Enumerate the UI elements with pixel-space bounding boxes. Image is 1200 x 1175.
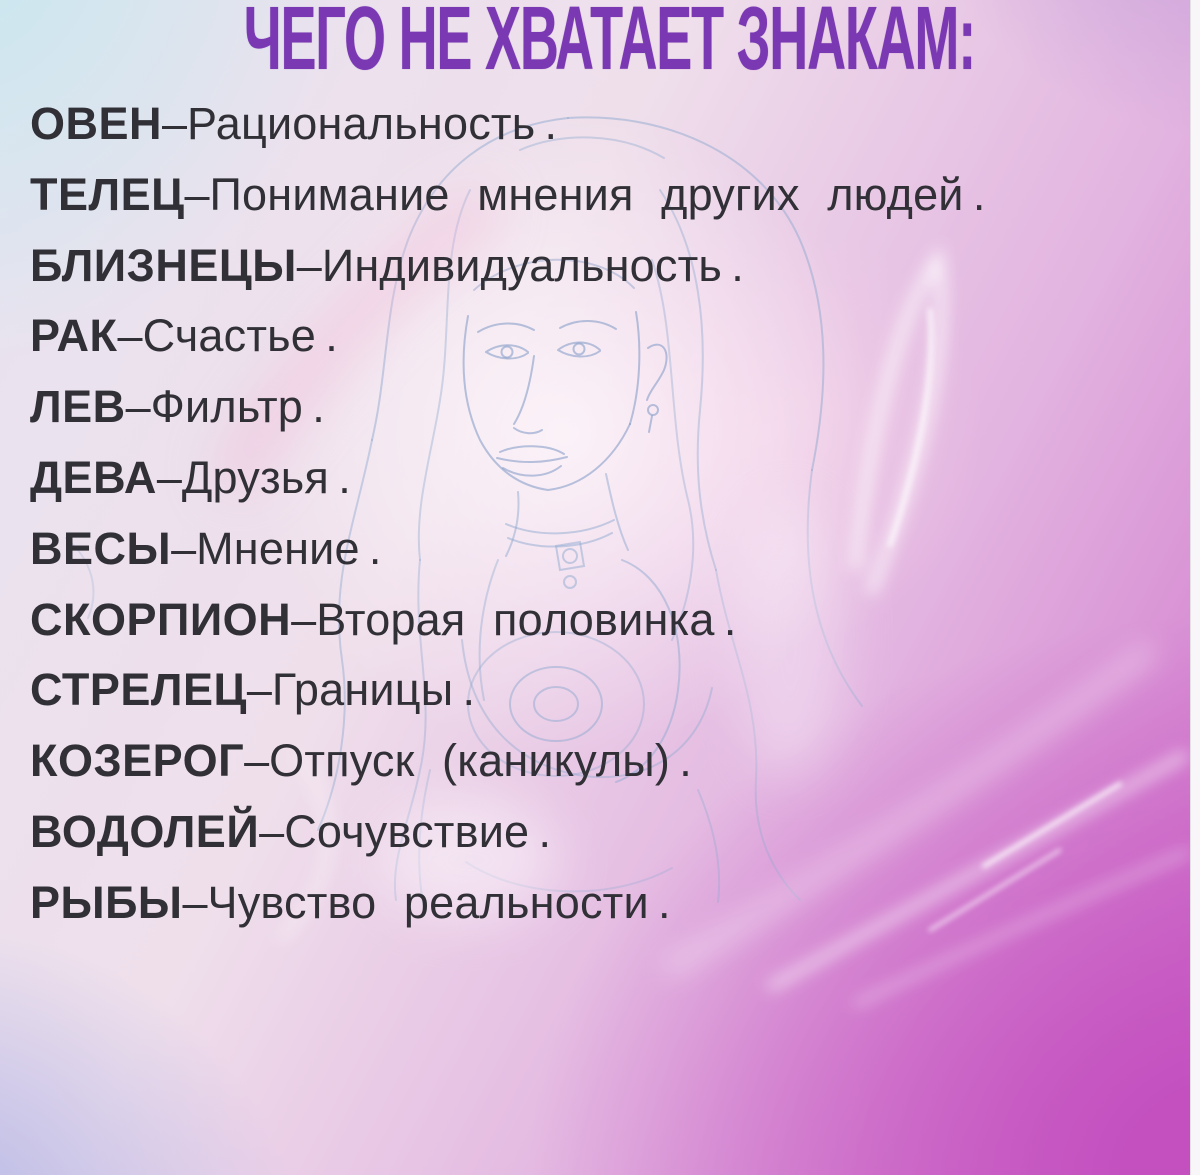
dash-separator: – [296, 239, 322, 291]
zodiac-sign-description: Понимание мнения других людей . [209, 168, 986, 220]
zodiac-sign-description: Фильтр . [150, 381, 325, 433]
zodiac-sign-description: Вторая половинка . [316, 593, 737, 645]
dash-separator: – [184, 168, 210, 220]
zodiac-sign-description: Мнение . [196, 522, 382, 574]
dash-separator: – [291, 593, 317, 645]
title-container [0, 0, 1200, 89]
list-item [30, 231, 1180, 302]
zodiac-sign-description: Чувство реальности . [207, 876, 671, 928]
zodiac-sign-name: ЛЕВ [30, 381, 126, 433]
list-item [30, 89, 1180, 160]
zodiac-sign-description: Друзья . [181, 451, 351, 503]
list-item [30, 443, 1180, 514]
zodiac-list [30, 89, 1180, 939]
zodiac-sign-description: Отпуск (каникулы) . [269, 735, 692, 787]
zodiac-sign-name: ВОДОЛЕЙ [30, 805, 260, 857]
right-edge-strip [1190, 0, 1200, 1175]
dash-separator: – [182, 876, 208, 928]
list-item [30, 868, 1180, 939]
list-item [30, 160, 1180, 231]
zodiac-sign-name: ТЕЛЕЦ [30, 168, 185, 220]
zodiac-sign-name: ДЕВА [30, 451, 157, 503]
dash-separator: – [244, 735, 270, 787]
list-item [30, 514, 1180, 585]
zodiac-sign-description: Индивидуальность . [321, 239, 744, 291]
dash-separator: – [125, 381, 151, 433]
zodiac-sign-name: СТРЕЛЕЦ [30, 664, 247, 716]
list-item [30, 301, 1180, 372]
dash-separator: – [171, 522, 197, 574]
zodiac-sign-description: Сочувствие . [284, 805, 552, 857]
dash-separator: – [117, 310, 143, 362]
page-title: ЧЕГО НЕ ХВАТАЕТ ЗНАКАМ: [243, 0, 975, 89]
zodiac-sign-name: РЫБЫ [30, 876, 183, 928]
list-item [30, 726, 1180, 797]
list-item [30, 585, 1180, 656]
dash-separator: – [259, 805, 285, 857]
zodiac-sign-name: СКОРПИОН [30, 593, 292, 645]
zodiac-sign-name: ОВЕН [30, 98, 163, 149]
dash-separator: – [162, 98, 188, 149]
zodiac-sign-name: ВЕСЫ [30, 522, 172, 574]
list-item [30, 797, 1180, 868]
list-item [30, 655, 1180, 726]
zodiac-sign-name: КОЗЕРОГ [30, 735, 245, 787]
dash-separator: – [156, 451, 182, 503]
zodiac-sign-description: Границы . [271, 664, 476, 716]
zodiac-sign-name: БЛИЗНЕЦЫ [30, 239, 297, 291]
zodiac-sign-description: Рациональность . [187, 98, 558, 149]
zodiac-sign-name: РАК [30, 310, 118, 362]
dash-separator: – [246, 664, 272, 716]
zodiac-sign-description: Счастье . [142, 310, 338, 362]
list-item [30, 372, 1180, 443]
